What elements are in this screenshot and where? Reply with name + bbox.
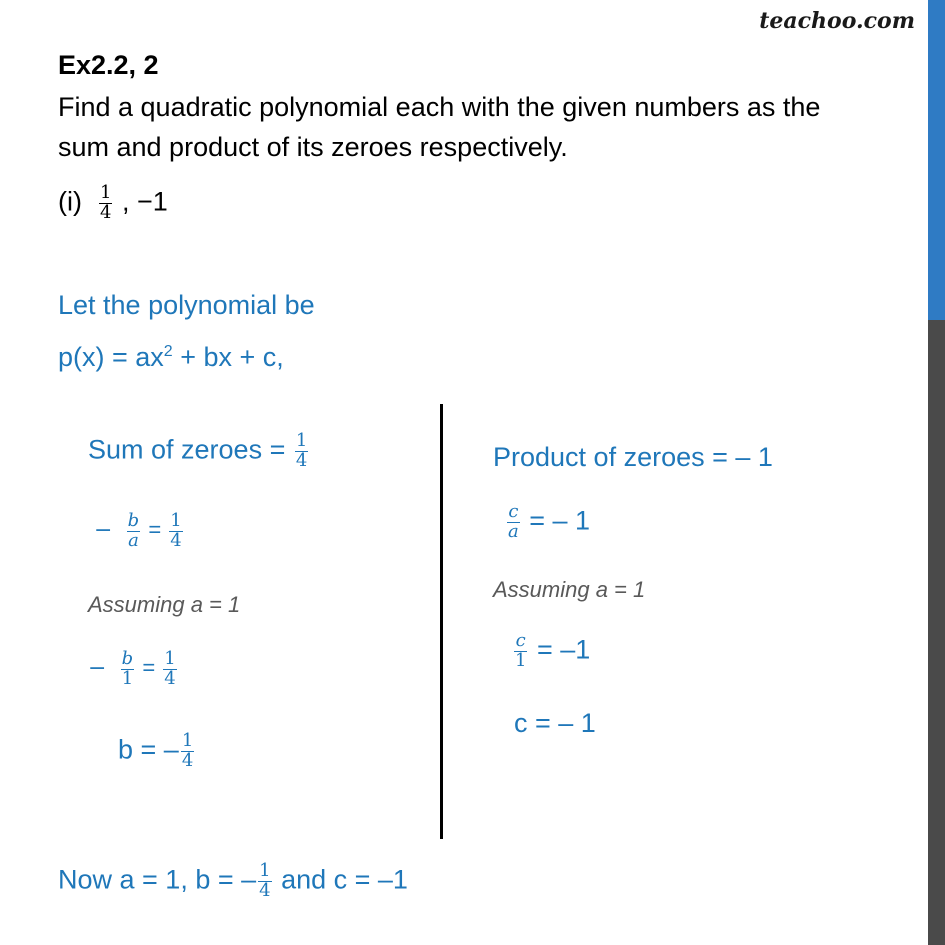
sum-fraction bbox=[295, 432, 308, 471]
fraction-numerator: b bbox=[121, 648, 134, 669]
fraction-denominator: 1 bbox=[515, 649, 527, 671]
b-over-a bbox=[127, 512, 141, 551]
conclusion bbox=[58, 862, 408, 901]
product-result: c = – 1 bbox=[514, 708, 596, 738]
brand-logo: teachoo.com bbox=[759, 8, 915, 34]
fraction-denominator: a bbox=[128, 529, 139, 551]
sum-label-text: Sum of zeroes = bbox=[88, 434, 293, 465]
fraction-numerator: 1 bbox=[100, 182, 112, 203]
fraction-numerator: c bbox=[508, 501, 519, 522]
product-label: Product of zeroes = – 1 bbox=[493, 442, 773, 472]
c-over-1 bbox=[514, 632, 527, 671]
one-quarter bbox=[169, 512, 182, 551]
fraction-denominator: 4 bbox=[259, 879, 271, 901]
product-assumption: Assuming a = 1 bbox=[493, 577, 646, 602]
sum-assumption: Assuming a = 1 bbox=[88, 592, 241, 617]
sum-result bbox=[118, 732, 196, 771]
one-quarter bbox=[163, 650, 176, 689]
intro-line: Let the polynomial be bbox=[58, 290, 315, 320]
column-divider bbox=[440, 404, 443, 839]
polynomial-expression bbox=[58, 342, 284, 373]
product-step-1 bbox=[505, 503, 590, 542]
poly-exponent: 2 bbox=[163, 343, 173, 360]
fraction-denominator: 1 bbox=[121, 667, 134, 689]
conclusion-pre: Now a = 1, b = – bbox=[58, 864, 257, 895]
fraction-denominator: 4 bbox=[164, 667, 176, 689]
question-fraction bbox=[99, 184, 112, 223]
question-line-1: Find a quadratic polynomial each with the given numbers as the bbox=[58, 92, 821, 122]
fraction-numerator: 1 bbox=[295, 430, 308, 451]
minus-sign: − bbox=[88, 656, 107, 682]
fraction-denominator: a bbox=[508, 520, 519, 542]
equals-minus-one: = –1 bbox=[529, 634, 591, 665]
equals-sign: = bbox=[142, 517, 168, 543]
scrollbar-thumb[interactable] bbox=[928, 0, 945, 320]
b-equals: b = – bbox=[118, 734, 179, 765]
conclusion-post: and c = –1 bbox=[273, 864, 408, 895]
question-line-2: sum and product of its zeroes respectively. bbox=[58, 132, 568, 162]
question-part-label: (i) bbox=[58, 186, 82, 217]
question-number: Ex2.2, 2 bbox=[58, 50, 159, 80]
fraction-numerator: 1 bbox=[181, 730, 194, 751]
poly-start: p(x) = ax bbox=[58, 342, 164, 372]
c-over-a bbox=[507, 503, 520, 542]
poly-end: + bx + c, bbox=[172, 342, 284, 372]
fraction-denominator: 4 bbox=[100, 201, 112, 223]
equals-sign: = bbox=[136, 655, 162, 681]
fraction-numerator: c bbox=[515, 630, 526, 651]
sum-label bbox=[88, 432, 310, 471]
fraction-denominator: 4 bbox=[170, 529, 182, 551]
fraction-numerator: 1 bbox=[259, 860, 271, 881]
b-over-1 bbox=[121, 650, 135, 689]
minus-sign: − bbox=[94, 518, 113, 544]
fraction-numerator: 1 bbox=[170, 510, 182, 531]
fraction-numerator: b bbox=[127, 510, 140, 531]
scrollbar-track[interactable] bbox=[928, 0, 945, 945]
question-part-rest: , −1 bbox=[121, 186, 168, 217]
one-quarter bbox=[258, 862, 271, 901]
fraction-denominator: 4 bbox=[181, 749, 194, 771]
fraction-numerator: 1 bbox=[164, 648, 176, 669]
one-quarter bbox=[181, 732, 194, 771]
question-part bbox=[58, 184, 168, 223]
fraction-denominator: 4 bbox=[295, 449, 308, 471]
sum-step-1 bbox=[94, 512, 185, 551]
equals-minus-one: = – 1 bbox=[521, 505, 591, 536]
sum-step-2 bbox=[88, 650, 179, 689]
product-step-2 bbox=[512, 632, 590, 671]
